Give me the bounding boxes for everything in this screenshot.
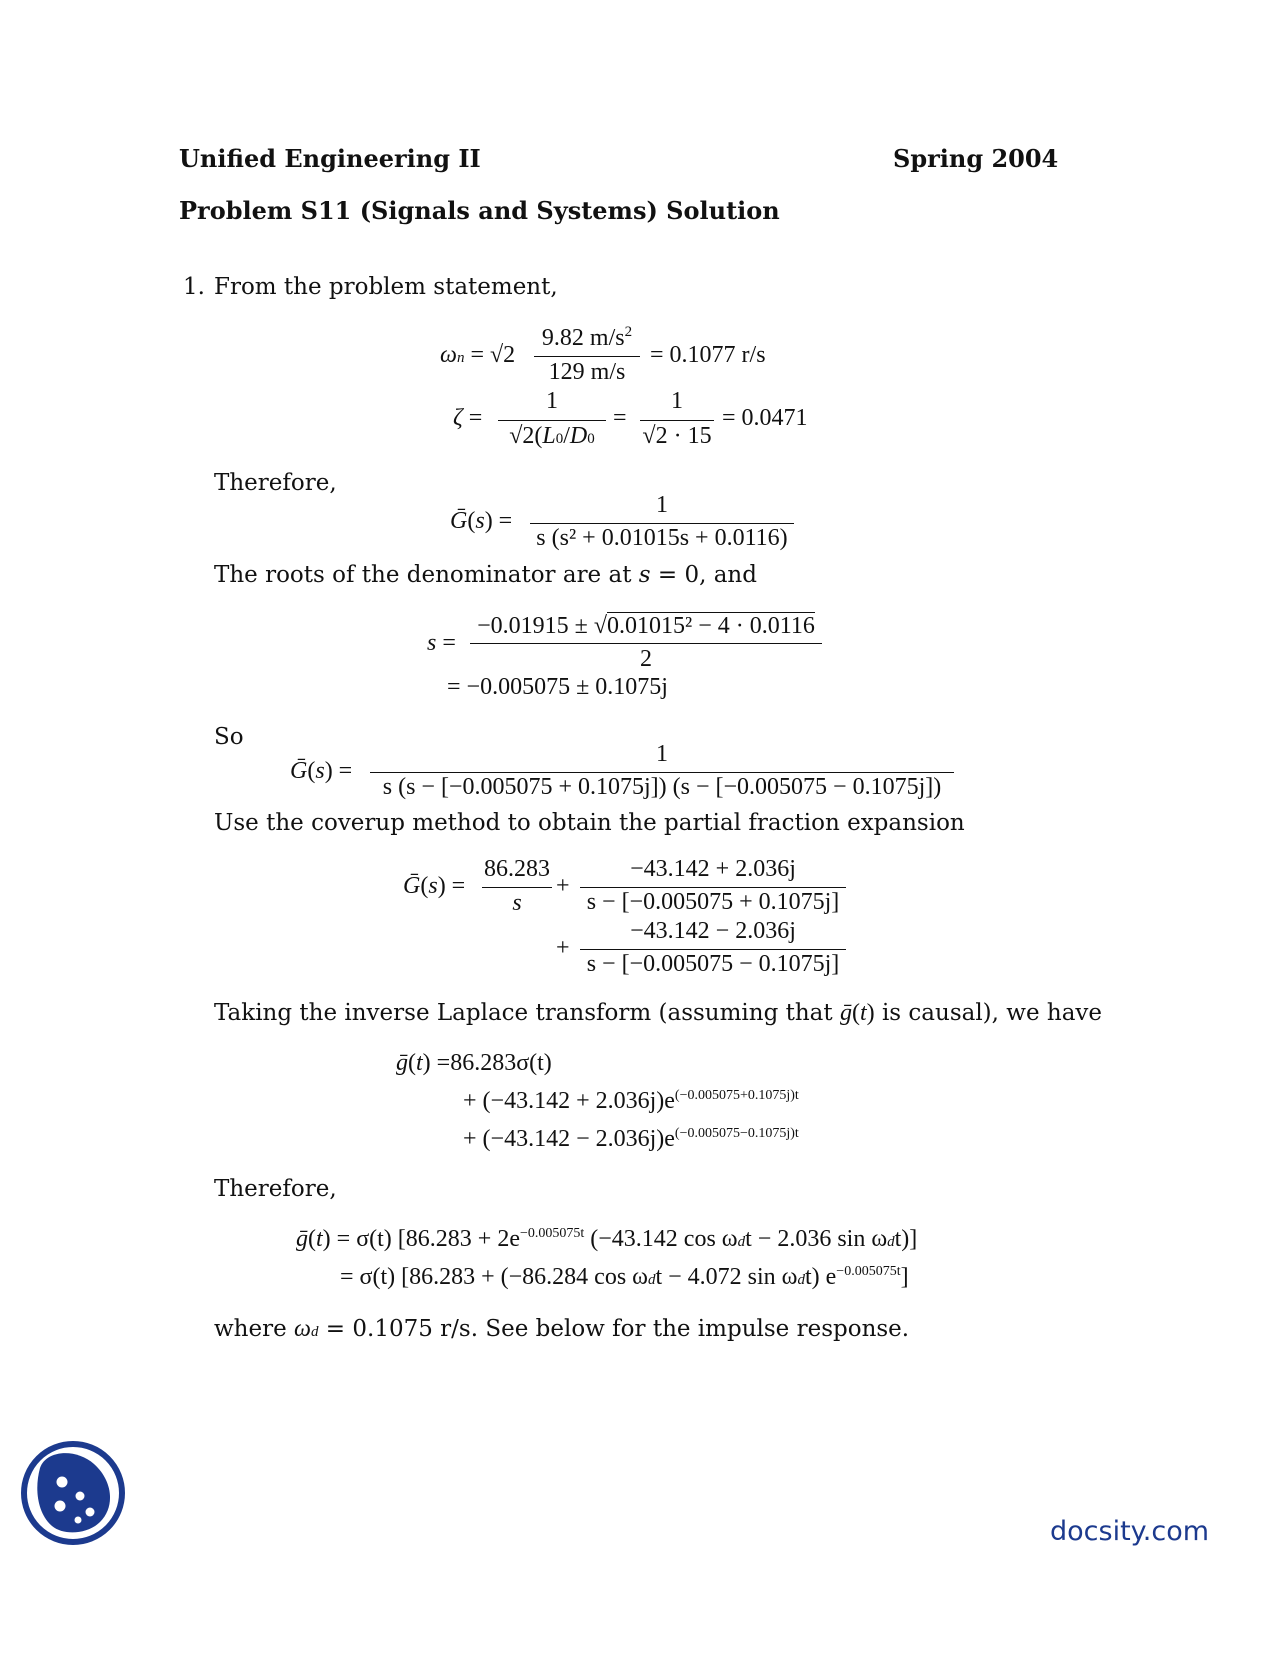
root-lhs: s =	[427, 630, 456, 656]
pf-c-denominator: s − [−0.005075 − 0.1075j]	[586, 951, 840, 977]
G-full-fraction-bar	[370, 772, 954, 773]
G-full-denominator: s (s − [−0.005075 + 0.1075j]) (s − [−0.005075 − 0.1075j])	[382, 774, 942, 800]
docsity-logo-icon	[20, 1440, 126, 1546]
G-full-numerator: 1	[656, 741, 668, 767]
G-numerator: 1	[656, 492, 668, 518]
inverse-laplace-text: Taking the inverse Laplace transform (assuming that ḡ(t) is causal), we have	[214, 1000, 1103, 1026]
G-fraction-bar	[530, 523, 794, 524]
wn-denominator: 129 m/s	[548, 359, 626, 385]
pf-plus-2: +	[556, 935, 570, 961]
pf-a-denominator: s	[512, 890, 522, 916]
pf-c-fraction-bar	[580, 949, 846, 950]
pf-a-numerator: 86.283	[484, 856, 550, 882]
g-line-3: + $(-43.142 - 2.036j)e^{(-0.005075-0.1075j)t}$	[463, 1126, 799, 1152]
result-line-1: ḡ(t) = σ(t) [$86.283 + 2e^{-0.005075t}$ (−43.142 cos ωdt − 2.036 sin ωdt)]	[296, 1226, 918, 1252]
zeta-numerator-1: 1	[546, 388, 558, 414]
G-full-lhs: Ḡ(s) =	[290, 758, 353, 784]
g-line-1: ḡ(t) =86.283σ(t)	[396, 1050, 552, 1076]
roots-text: The roots of the denominator are at s = 0, and	[214, 562, 757, 588]
zeta-denominator-1: √2(L0/D0	[509, 423, 595, 449]
root-numerator: −0.01915 ± √0.01015² − 4 · 0.0116	[477, 613, 815, 639]
where-text: where ωd = 0.1075 r/s. See below for the impulse response.	[214, 1316, 910, 1342]
wn-numerator: 9.82 $m/s^2$	[541, 324, 633, 351]
item-number: 1.	[183, 274, 205, 300]
result-line-2: = σ(t) [86.283 + (−86.284 cos ωdt − 4.072 sin ωdt) $e^{-0.005075t}$]	[340, 1264, 909, 1290]
pf-lhs: Ḡ(s) =	[403, 873, 466, 899]
docsity-brand-text[interactable]: docsity.com	[1050, 1516, 1210, 1547]
course-title: Unified Engineering II	[179, 144, 481, 173]
root-denominator: 2	[640, 646, 652, 672]
pf-b-fraction-bar	[580, 887, 846, 888]
root-fraction-bar	[470, 643, 822, 644]
term-label: Spring 2004	[893, 144, 1059, 173]
g-line-2: + $(-43.142 + 2.036j)e^{(-0.005075+0.1075j)t}$	[463, 1088, 799, 1114]
zeta-denominator-2: √2 · 15	[642, 423, 712, 449]
zeta-fraction-bar-2	[640, 420, 714, 421]
G-lhs: Ḡ(s) =	[450, 508, 513, 534]
wn-fraction-bar	[534, 356, 640, 357]
problem-title: Problem S11 (Signals and Systems) Solution	[179, 196, 780, 225]
zeta-lhs: ζ =	[453, 405, 483, 431]
root-result: = −0.005075 ± 0.1075j	[447, 674, 668, 700]
so-text: So	[214, 724, 244, 750]
zeta-result: = 0.0471	[722, 405, 808, 431]
intro-text: From the problem statement,	[214, 274, 558, 300]
pf-plus-1: +	[556, 873, 570, 899]
coverup-text: Use the coverup method to obtain the partial fraction expansion	[214, 810, 965, 836]
therefore-text-2: Therefore,	[214, 1176, 337, 1202]
therefore-text-1: Therefore,	[214, 470, 337, 496]
G-denominator: s (s² + 0.01015s + 0.0116)	[536, 525, 788, 551]
pf-b-numerator: −43.142 + 2.036j	[630, 856, 796, 882]
pf-b-denominator: s − [−0.005075 + 0.1075j]	[586, 889, 840, 915]
pf-c-numerator: −43.142 − 2.036j	[630, 918, 796, 944]
zeta-numerator-2: 1	[671, 388, 683, 414]
wn-result: = 0.1077 r/s	[650, 342, 766, 368]
pf-a-fraction-bar	[482, 887, 552, 888]
zeta-fraction-bar-1	[498, 420, 606, 421]
wn-lhs: ωn = √2	[440, 342, 516, 368]
zeta-equals: =	[613, 405, 627, 431]
